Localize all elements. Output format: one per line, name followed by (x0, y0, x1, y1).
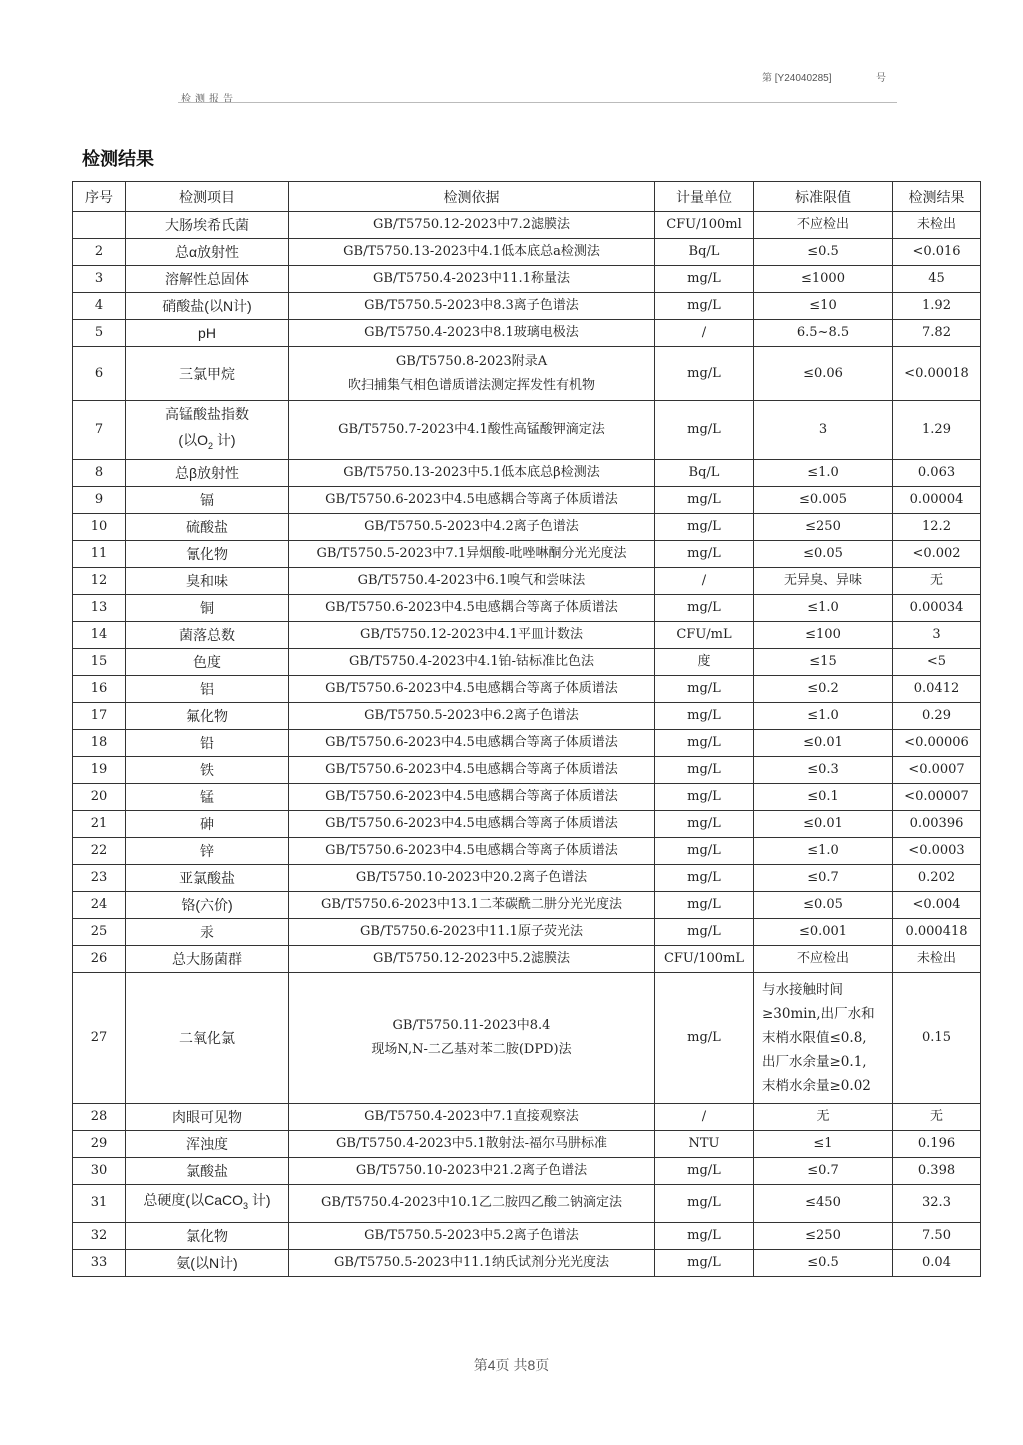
table-row (73, 1184, 981, 1222)
table-row (73, 513, 981, 540)
cell-unit: / (655, 320, 754, 347)
cell-result: 0.15 (893, 972, 981, 1103)
cell-item: 总β放射性 (126, 459, 289, 486)
cell-limit: ≤250 (754, 513, 893, 540)
cell-unit: Bq/L (655, 459, 754, 486)
cell-method: GB/T5750.6-2023中4.5电感耦合等离子体质谱法 (289, 783, 655, 810)
cell-no: 28 (73, 1103, 126, 1130)
cell-item: pH (126, 320, 289, 347)
cell-limit-line: 出厂水余量≥0.1, (762, 1053, 867, 1070)
cell-limit: ≤15 (754, 648, 893, 675)
table-row (73, 266, 981, 293)
cell-limit: ≤0.1 (754, 783, 893, 810)
cell-limit-line: ≥30min,出厂水和 (762, 1005, 875, 1022)
cell-result: 0.000418 (893, 918, 981, 945)
cell-result: 1.29 (893, 401, 981, 460)
cell-limit: ≤100 (754, 621, 893, 648)
cell-item: 氟化物 (126, 702, 289, 729)
table-row (73, 1130, 981, 1157)
column-header-unit: 计量单位 (655, 182, 754, 212)
cell-result: 0.00034 (893, 594, 981, 621)
cell-item: 浑浊度 (126, 1130, 289, 1157)
column-header-limit: 标准限值 (754, 182, 893, 212)
cell-result: 7.50 (893, 1222, 981, 1249)
report-number-suffix: 号 (876, 73, 886, 84)
cell-item: 臭和味 (126, 567, 289, 594)
table-row (73, 486, 981, 513)
cell-no: 20 (73, 783, 126, 810)
column-header-method: 检测依据 (289, 182, 655, 212)
cell-no: 2 (73, 239, 126, 266)
cell-result: <0.016 (893, 239, 981, 266)
cell-item: 菌落总数 (126, 621, 289, 648)
cell-limit: ≤0.005 (754, 486, 893, 513)
cell-item: 汞 (126, 918, 289, 945)
cell-unit: CFU/100mL (655, 945, 754, 972)
cell-limit: ≤0.01 (754, 810, 893, 837)
cell-method: GB/T5750.5-2023中5.2离子色谱法 (289, 1222, 655, 1249)
cell-unit: CFU/100ml (655, 212, 754, 239)
cell-item: 锌 (126, 837, 289, 864)
cell-method: GB/T5750.5-2023中7.1异烟酸-吡唑啉酮分光光度法 (289, 540, 655, 567)
cell-unit: mg/L (655, 347, 754, 401)
cell-method: GB/T5750.6-2023中13.1二苯碳酰二肼分光光度法 (289, 891, 655, 918)
table-row (73, 945, 981, 972)
cell-result: <0.002 (893, 540, 981, 567)
cell-method-line2: 现场N,N-二乙基对苯二胺(DPD)法 (371, 1041, 572, 1057)
cell-result: <0.0003 (893, 837, 981, 864)
cell-limit: 不应检出 (754, 212, 893, 239)
cell-no: 11 (73, 540, 126, 567)
cell-no: 19 (73, 756, 126, 783)
cell-item-line2-sub: 2 (207, 440, 213, 451)
cell-unit: mg/L (655, 675, 754, 702)
cell-method: GB/T5750.12-2023中5.2滤膜法 (289, 945, 655, 972)
cell-result: 未检出 (893, 945, 981, 972)
page-footer: 第4页 共8页 (473, 1357, 550, 1373)
cell-limit: ≤0.2 (754, 675, 893, 702)
table-row (73, 729, 981, 756)
report-number (762, 69, 886, 84)
cell-no: 31 (73, 1184, 126, 1222)
table-row (73, 239, 981, 266)
cell-result: <0.00006 (893, 729, 981, 756)
cell-item-line2-pre: (以O (178, 432, 208, 448)
cell-item: 砷 (126, 810, 289, 837)
cell-no: 9 (73, 486, 126, 513)
cell-unit: mg/L (655, 266, 754, 293)
cell-limit-line: 末梢水余量≥0.02 (762, 1077, 871, 1094)
table-row (73, 320, 981, 347)
report-number-prefix: 第 (762, 73, 772, 84)
cell-unit: / (655, 1103, 754, 1130)
cell-no: 13 (73, 594, 126, 621)
cell-method: GB/T5750.6-2023中4.5电感耦合等离子体质谱法 (289, 756, 655, 783)
cell-item: 大肠埃希氏菌 (126, 212, 289, 239)
cell-no: 3 (73, 266, 126, 293)
cell-method: GB/T5750.6-2023中11.1原子荧光法 (289, 918, 655, 945)
cell-no: 15 (73, 648, 126, 675)
cell-method: GB/T5750.12-2023中4.1平皿计数法 (289, 621, 655, 648)
cell-result: 0.0412 (893, 675, 981, 702)
cell-item: 二氧化氯 (126, 972, 289, 1103)
cell-method (289, 347, 655, 401)
table-row (73, 972, 981, 1103)
cell-no (73, 212, 126, 239)
cell-limit: ≤0.05 (754, 891, 893, 918)
table-header-row (73, 182, 981, 212)
cell-unit: mg/L (655, 540, 754, 567)
cell-result: 45 (893, 266, 981, 293)
cell-no: 16 (73, 675, 126, 702)
cell-no: 33 (73, 1249, 126, 1276)
cell-no: 10 (73, 513, 126, 540)
cell-no: 4 (73, 293, 126, 320)
table-row (73, 810, 981, 837)
cell-method-line1: GB/T5750.8-2023附录A (395, 353, 548, 369)
results-table (72, 181, 981, 1277)
cell-limit (754, 972, 893, 1103)
cell-item-line1: 高锰酸盐指数 (165, 406, 249, 422)
cell-unit: mg/L (655, 1249, 754, 1276)
cell-item: 氨(以N计) (126, 1249, 289, 1276)
cell-no: 18 (73, 729, 126, 756)
cell-limit: ≤1.0 (754, 594, 893, 621)
cell-limit: 不应检出 (754, 945, 893, 972)
column-header-result: 检测结果 (893, 182, 981, 212)
cell-item: 溶解性总固体 (126, 266, 289, 293)
cell-item: 镉 (126, 486, 289, 513)
cell-unit: 度 (655, 648, 754, 675)
cell-item: 亚氯酸盐 (126, 864, 289, 891)
cell-limit: ≤1 (754, 1130, 893, 1157)
table-row (73, 212, 981, 239)
cell-method-line2: 吹扫捕集气相色谱质谱法测定挥发性有机物 (347, 377, 595, 393)
table-row (73, 756, 981, 783)
cell-limit-line: 与水接触时间 (762, 981, 843, 998)
cell-limit: ≤1.0 (754, 702, 893, 729)
table-row (73, 918, 981, 945)
cell-limit: ≤0.06 (754, 347, 893, 401)
cell-unit: mg/L (655, 837, 754, 864)
cell-method: GB/T5750.6-2023中4.5电感耦合等离子体质谱法 (289, 486, 655, 513)
cell-item: 三氯甲烷 (126, 347, 289, 401)
cell-unit: mg/L (655, 401, 754, 460)
cell-method: GB/T5750.13-2023中4.1低本底总a检测法 (289, 239, 655, 266)
cell-method: GB/T5750.6-2023中4.5电感耦合等离子体质谱法 (289, 810, 655, 837)
cell-limit: 6.5~8.5 (754, 320, 893, 347)
cell-item (126, 1184, 289, 1222)
table-row (73, 621, 981, 648)
cell-result: 0.196 (893, 1130, 981, 1157)
cell-item: 总α放射性 (126, 239, 289, 266)
cell-limit: 无 (754, 1103, 893, 1130)
cell-unit: mg/L (655, 756, 754, 783)
table-row (73, 864, 981, 891)
cell-method (289, 972, 655, 1103)
cell-result: 0.04 (893, 1249, 981, 1276)
cell-limit: ≤250 (754, 1222, 893, 1249)
cell-item-sub: 3 (242, 1201, 248, 1212)
cell-limit: ≤0.5 (754, 1249, 893, 1276)
cell-limit: ≤0.05 (754, 540, 893, 567)
cell-no: 24 (73, 891, 126, 918)
cell-unit: mg/L (655, 594, 754, 621)
cell-item: 铅 (126, 729, 289, 756)
cell-unit: / (655, 567, 754, 594)
cell-unit: mg/L (655, 702, 754, 729)
cell-unit: mg/L (655, 486, 754, 513)
cell-item: 氯化物 (126, 1222, 289, 1249)
cell-limit: ≤0.001 (754, 918, 893, 945)
table-row (73, 594, 981, 621)
cell-result: 0.00396 (893, 810, 981, 837)
table-row (73, 567, 981, 594)
cell-result: <0.0007 (893, 756, 981, 783)
cell-result: 3 (893, 621, 981, 648)
table-row (73, 648, 981, 675)
cell-method: GB/T5750.6-2023中4.5电感耦合等离子体质谱法 (289, 594, 655, 621)
cell-limit: 无异臭、异味 (754, 567, 893, 594)
cell-method: GB/T5750.13-2023中5.1低本底总β检测法 (289, 459, 655, 486)
cell-limit: ≤450 (754, 1184, 893, 1222)
column-header-item: 检测项目 (126, 182, 289, 212)
cell-result: 1.92 (893, 293, 981, 320)
cell-limit: 3 (754, 401, 893, 460)
cell-unit: mg/L (655, 293, 754, 320)
table-row (73, 540, 981, 567)
table-row (73, 1103, 981, 1130)
cell-method: GB/T5750.4-2023中11.1称量法 (289, 266, 655, 293)
table-row (73, 1249, 981, 1276)
cell-method: GB/T5750.4-2023中6.1嗅气和尝味法 (289, 567, 655, 594)
cell-no: 27 (73, 972, 126, 1103)
cell-unit: mg/L (655, 810, 754, 837)
cell-item-pre: 总硬度(以CaCO (143, 1192, 243, 1209)
cell-no: 7 (73, 401, 126, 460)
cell-limit: ≤0.01 (754, 729, 893, 756)
cell-result: 0.00004 (893, 486, 981, 513)
cell-method: GB/T5750.6-2023中4.5电感耦合等离子体质谱法 (289, 675, 655, 702)
cell-limit: ≤1.0 (754, 459, 893, 486)
cell-no: 30 (73, 1157, 126, 1184)
cell-item: 肉眼可见物 (126, 1103, 289, 1130)
cell-limit: ≤0.7 (754, 1157, 893, 1184)
cell-method: GB/T5750.5-2023中11.1纳氏试剂分光光度法 (289, 1249, 655, 1276)
cell-limit: ≤0.7 (754, 864, 893, 891)
header-divider (178, 102, 897, 103)
table-row (73, 783, 981, 810)
table-row (73, 702, 981, 729)
cell-limit: ≤0.3 (754, 756, 893, 783)
cell-unit: mg/L (655, 783, 754, 810)
cell-method: GB/T5750.5-2023中8.3离子色谱法 (289, 293, 655, 320)
cell-result: 0.063 (893, 459, 981, 486)
table-row (73, 347, 981, 401)
cell-limit: ≤0.5 (754, 239, 893, 266)
cell-no: 25 (73, 918, 126, 945)
table-row (73, 293, 981, 320)
cell-result: 32.3 (893, 1184, 981, 1222)
cell-unit: NTU (655, 1130, 754, 1157)
cell-unit: mg/L (655, 729, 754, 756)
cell-result: 未检出 (893, 212, 981, 239)
table-row (73, 891, 981, 918)
section-title: 检测结果 (82, 149, 154, 169)
cell-method: GB/T5750.10-2023中20.2离子色谱法 (289, 864, 655, 891)
cell-result: <0.00018 (893, 347, 981, 401)
cell-item: 铁 (126, 756, 289, 783)
cell-item: 铬(六价) (126, 891, 289, 918)
cell-method: GB/T5750.6-2023中4.5电感耦合等离子体质谱法 (289, 729, 655, 756)
table-row (73, 1157, 981, 1184)
table-row (73, 1222, 981, 1249)
cell-unit: mg/L (655, 513, 754, 540)
cell-result: <0.004 (893, 891, 981, 918)
cell-unit: CFU/mL (655, 621, 754, 648)
cell-no: 17 (73, 702, 126, 729)
cell-no: 26 (73, 945, 126, 972)
cell-method: GB/T5750.4-2023中5.1散射法-福尔马肼标准 (289, 1130, 655, 1157)
cell-method-line1: GB/T5750.11-2023中8.4 (392, 1017, 551, 1033)
cell-item: 硫酸盐 (126, 513, 289, 540)
cell-method: GB/T5750.4-2023中8.1玻璃电极法 (289, 320, 655, 347)
cell-unit: mg/L (655, 918, 754, 945)
cell-limit: ≤1000 (754, 266, 893, 293)
cell-item-post: 计) (248, 1192, 271, 1209)
cell-method: GB/T5750.4-2023中4.1铂-钴标准比色法 (289, 648, 655, 675)
report-number-value: [Y24040285] (774, 73, 832, 84)
cell-result: 7.82 (893, 320, 981, 347)
cell-no: 22 (73, 837, 126, 864)
cell-method: GB/T5750.4-2023中10.1乙二胺四乙酸二钠滴定法 (289, 1184, 655, 1222)
cell-result: 无 (893, 1103, 981, 1130)
cell-method: GB/T5750.5-2023中4.2离子色谱法 (289, 513, 655, 540)
cell-result: 0.202 (893, 864, 981, 891)
cell-result: 无 (893, 567, 981, 594)
cell-limit: ≤10 (754, 293, 893, 320)
cell-unit: mg/L (655, 864, 754, 891)
cell-item: 氰化物 (126, 540, 289, 567)
cell-item: 总大肠菌群 (126, 945, 289, 972)
table-body (73, 212, 981, 1277)
cell-result: <5 (893, 648, 981, 675)
header-label: 检测报告 (181, 94, 237, 105)
cell-item: 硝酸盐(以N计) (126, 293, 289, 320)
cell-item: 色度 (126, 648, 289, 675)
cell-no: 14 (73, 621, 126, 648)
cell-item: 铜 (126, 594, 289, 621)
cell-limit: ≤1.0 (754, 837, 893, 864)
cell-method: GB/T5750.12-2023中7.2滤膜法 (289, 212, 655, 239)
cell-no: 29 (73, 1130, 126, 1157)
cell-item: 铝 (126, 675, 289, 702)
cell-no: 6 (73, 347, 126, 401)
cell-unit: Bq/L (655, 239, 754, 266)
column-header-no: 序号 (73, 182, 126, 212)
table-row (73, 837, 981, 864)
cell-no: 21 (73, 810, 126, 837)
cell-result: 12.2 (893, 513, 981, 540)
cell-no: 32 (73, 1222, 126, 1249)
cell-unit: mg/L (655, 1157, 754, 1184)
cell-limit-line: 末梢水限值≤0.8, (762, 1029, 867, 1046)
cell-method: GB/T5750.6-2023中4.5电感耦合等离子体质谱法 (289, 837, 655, 864)
cell-item: 锰 (126, 783, 289, 810)
cell-method: GB/T5750.7-2023中4.1酸性高锰酸钾滴定法 (289, 401, 655, 460)
cell-result: 0.29 (893, 702, 981, 729)
cell-item: 氯酸盐 (126, 1157, 289, 1184)
cell-no: 5 (73, 320, 126, 347)
cell-result: 0.398 (893, 1157, 981, 1184)
table-row (73, 401, 981, 460)
cell-no: 12 (73, 567, 126, 594)
cell-method: GB/T5750.10-2023中21.2离子色谱法 (289, 1157, 655, 1184)
table-row (73, 459, 981, 486)
table-row (73, 675, 981, 702)
cell-unit: mg/L (655, 1222, 754, 1249)
cell-item (126, 401, 289, 460)
cell-unit: mg/L (655, 972, 754, 1103)
cell-method: GB/T5750.5-2023中6.2离子色谱法 (289, 702, 655, 729)
cell-no: 23 (73, 864, 126, 891)
cell-item-line2-post: 计) (213, 432, 236, 448)
cell-unit: mg/L (655, 891, 754, 918)
cell-result: <0.00007 (893, 783, 981, 810)
cell-method: GB/T5750.4-2023中7.1直接观察法 (289, 1103, 655, 1130)
cell-no: 8 (73, 459, 126, 486)
cell-unit: mg/L (655, 1184, 754, 1222)
